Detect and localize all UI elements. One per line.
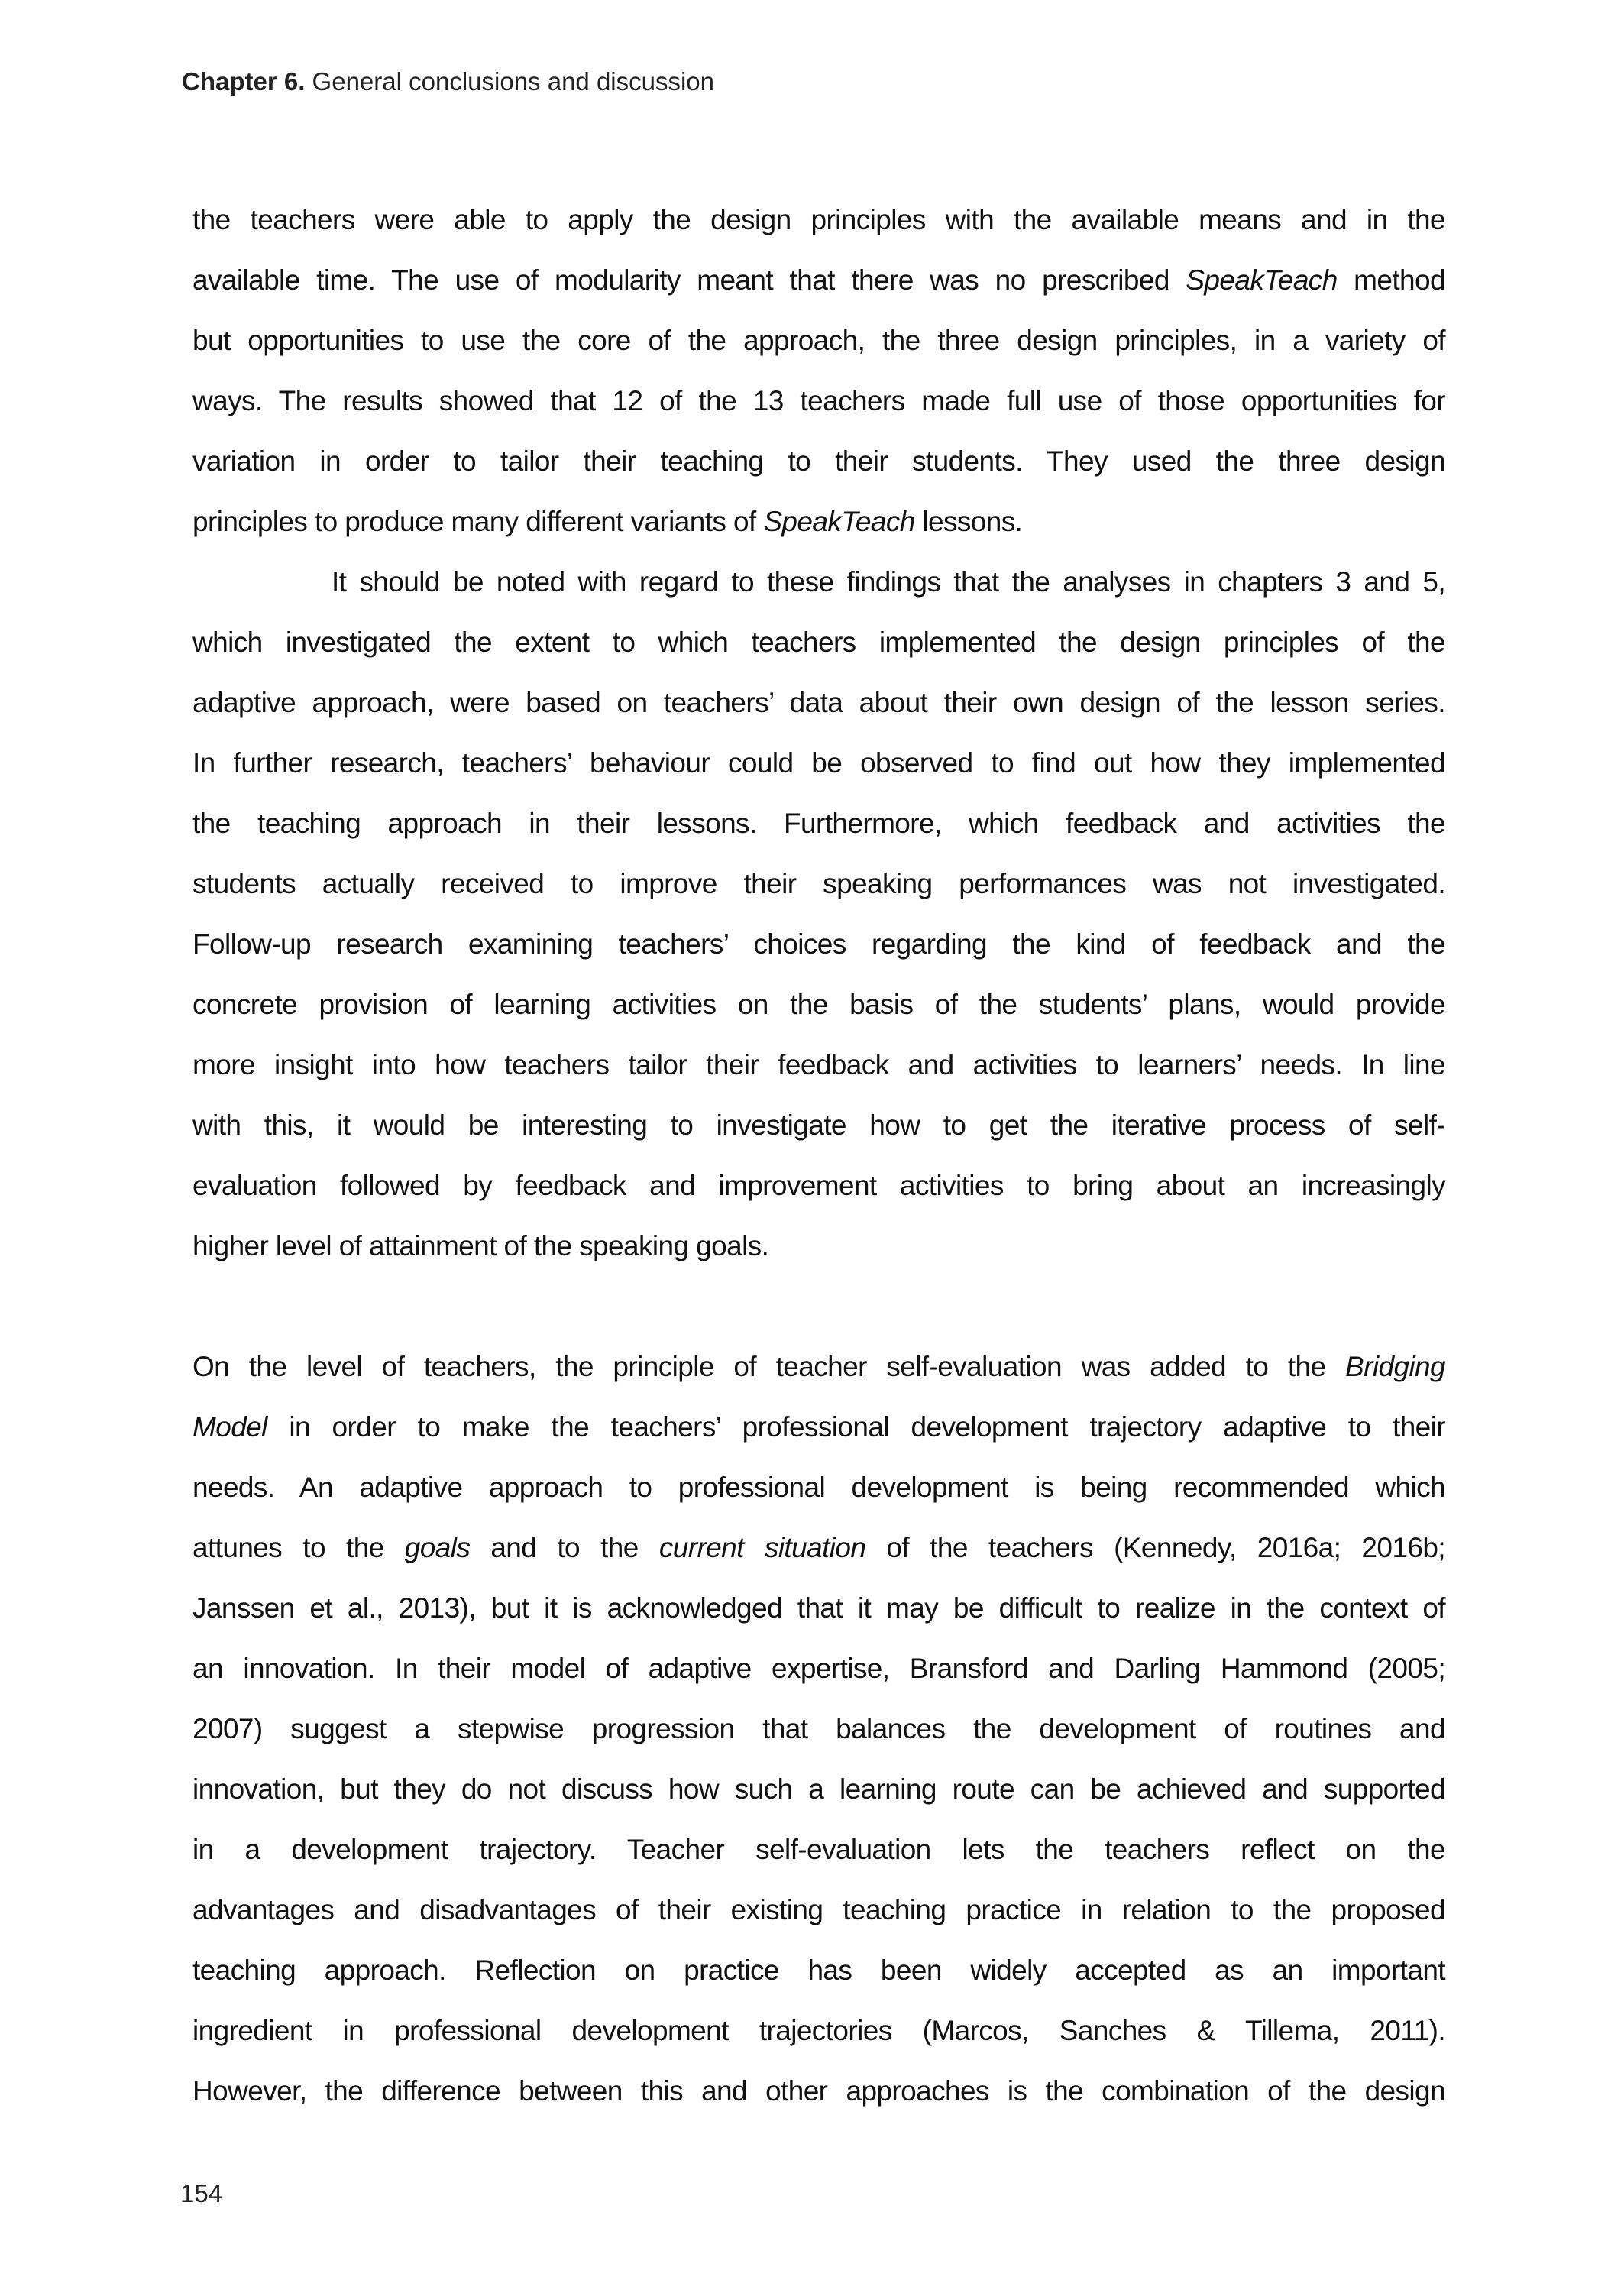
text-line: Follow-up research examining teachers’ choices regarding the kind of feedback and the — [192, 928, 1445, 960]
text-line: On the level of teachers, the principle of teacher self-evaluation was added to the Bridging — [192, 1351, 1445, 1382]
text-line: needs. An adaptive approach to professional development is being recommended which — [192, 1472, 1445, 1503]
text-line: 2007) suggest a stepwise progression that balances the development of routines and — [192, 1713, 1445, 1744]
italic-term: SpeakTeach — [763, 506, 915, 537]
chapter-label: Chapter 6. — [182, 67, 306, 96]
text-line: the teaching approach in their lessons. Furthermore, which feedback and activities the — [192, 808, 1445, 839]
text-line: advantages and disadvantages of their existing teaching practice in relation to the proposed — [192, 1894, 1445, 1925]
text-line: In further research, teachers’ behaviour could be observed to find out how they implemented — [192, 747, 1445, 779]
italic-term: SpeakTeach — [1186, 264, 1338, 296]
paragraph-gap — [192, 1276, 1445, 1336]
italic-term: goals — [404, 1532, 471, 1563]
text-line: adaptive approach, were based on teachers’ data about their own design of the lesson series. — [192, 687, 1445, 718]
text-line: ingredient in professional development trajectories (Marcos, Sanches & Tillema, 2011). — [192, 2015, 1445, 2046]
body-text — [192, 189, 1445, 2121]
text-line: variation in order to tailor their teaching to their students. They used the three design — [192, 445, 1445, 477]
text-line: ways. The results showed that 12 of the 13 teachers made full use of those opportunities for — [192, 385, 1445, 416]
text-line: more insight into how teachers tailor their feedback and activities to learners’ needs. In line — [192, 1049, 1445, 1080]
text-line: principles to produce many different variants of SpeakTeach lessons. — [192, 506, 1023, 537]
text-line: with this, it would be interesting to investigate how to get the iterative process of self- — [192, 1109, 1445, 1141]
paragraph — [192, 189, 1445, 552]
text-line: students actually received to improve their speaking performances was not investigated. — [192, 868, 1445, 899]
text-line: However, the difference between this and other approaches is the combination of the design — [192, 2075, 1445, 2107]
text-line: concrete provision of learning activities on the basis of the students’ plans, would provide — [192, 989, 1445, 1020]
italic-term: Bridging — [1345, 1351, 1445, 1382]
text-line: innovation, but they do not discuss how such a learning route can be achieved and supported — [192, 1773, 1445, 1805]
italic-term: Model — [192, 1411, 267, 1443]
page-number: 154 — [180, 2179, 223, 2207]
paragraph — [192, 552, 1445, 1276]
text-line: attunes to the goals and to the current situation of the teachers (Kennedy, 2016a; 2016b; — [192, 1532, 1445, 1563]
italic-term: current situation — [658, 1532, 866, 1563]
paragraph — [192, 1336, 1445, 2121]
text-line: an innovation. In their model of adaptive expertise, Bransford and Darling Hammond (2005; — [192, 1653, 1445, 1684]
text-line: Janssen et al., 2013), but it is acknowledged that it may be difficult to realize in the context of — [192, 1592, 1445, 1624]
text-line: higher level of attainment of the speaking goals. — [192, 1230, 769, 1261]
text-line: in a development trajectory. Teacher self-evaluation lets the teachers reflect on the — [192, 1834, 1445, 1865]
running-head — [182, 67, 714, 96]
text-line: Model in order to make the teachers’ professional development trajectory adaptive to their — [192, 1411, 1445, 1443]
text-line: evaluation followed by feedback and improvement activities to bring about an increasingly — [192, 1170, 1445, 1201]
text-line: available time. The use of modularity meant that there was no prescribed SpeakTeach method — [192, 264, 1445, 296]
text-line: teaching approach. Reflection on practice has been widely accepted as an important — [192, 1955, 1445, 1986]
text-line: It should be noted with regard to these findings that the analyses in chapters 3 and 5, — [332, 566, 1445, 598]
chapter-title: General conclusions and discussion — [312, 67, 715, 96]
text-line: the teachers were able to apply the design principles with the available means and in the — [192, 204, 1445, 235]
text-line: but opportunities to use the core of the approach, the three design principles, in a variety of — [192, 325, 1445, 356]
text-line: which investigated the extent to which teachers implemented the design principles of the — [192, 627, 1445, 658]
